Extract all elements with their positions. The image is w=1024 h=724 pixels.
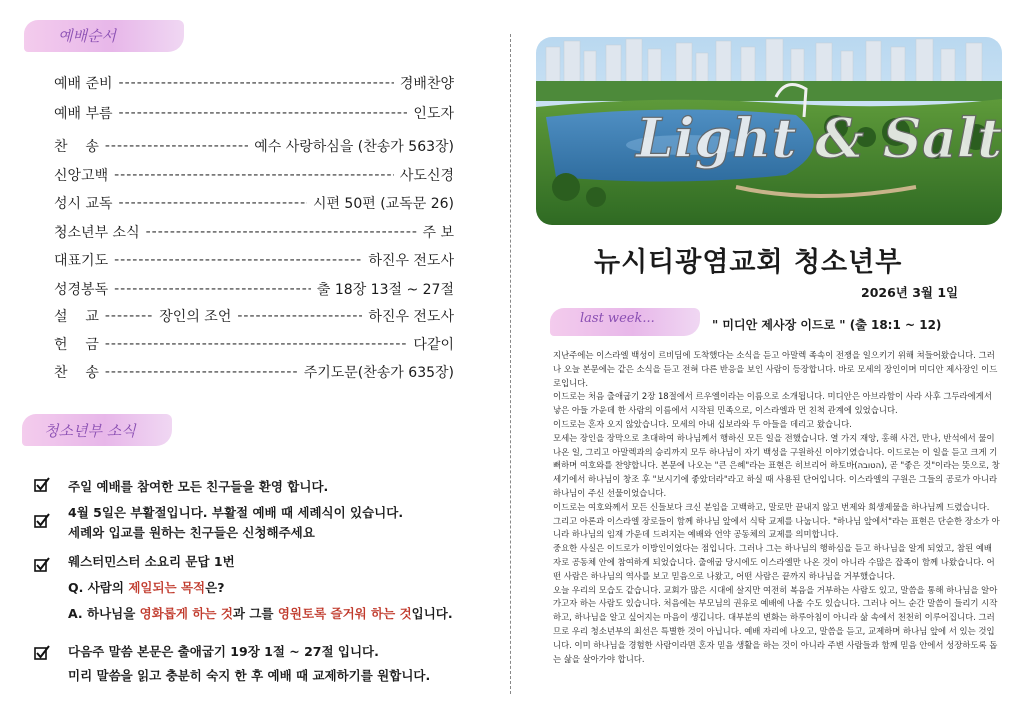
catechism-title: 웨스터민스터 소요리 문답 1번 [68,554,235,569]
a-highlight-2: 영원토록 즐거워 하는 것 [277,606,412,621]
paragraph: 지난주에는 이스라엘 백성이 르비딤에 도착했다는 소식을 듣고 아말렉 족속이 전쟁을 일으키기 위해 쳐들어왔습니다. 그러나 오늘 본문에는 같은 소식을 듣고 전혀 다른 반응을 보인 사람이 등장합니다. 바로 모세의 장인이며 미디안 제사장인 이드로입니다. [553,350,998,388]
last-week-heading: " 미디안 제사장 이드로 " (출 18:1 ~ 12) [712,318,942,332]
order-label: 예배 준비 [54,76,113,92]
news-line: 세례와 입교를 원하는 친구들은 신청해주세요 [68,525,315,540]
page-divider [510,34,511,694]
order-value: 주기도문(찬송가 635장) [303,365,454,381]
leader-dots [114,281,311,297]
checkbox-icon [34,513,50,529]
leader-dots [105,138,248,154]
q-highlight: 제일되는 목적 [128,580,206,595]
logo-text: Light & Salt [636,106,1002,170]
worship-order-row [54,248,454,272]
a-suffix: 입니다. [411,606,453,621]
paragraph: 이드로는 혼자 오지 않았습니다. 모세의 아내 십보라와 두 아들을 데리고 왔습니다. [553,418,852,429]
q-suffix: 은? [205,580,225,595]
order-value: 다같이 [413,337,454,353]
paragraph: 이드로는 처음 출애굽기 2장 18절에서 르우엘이라는 이름으로 소개됩니다. 미디안은 아브라함이 사라 사후 그두라에게서 낳은 아들 가운데 한 사람의 이름에서 시작된 민족으로, 이스라엘과 먼 친척 관계에 있었습니다. [553,391,992,416]
news-line: 4월 5일은 부활절입니다. 부활절 예배 때 세례식이 있습니다. [68,505,404,520]
leader-dots [114,252,362,268]
sermon-summary [553,349,1000,666]
paragraph: 중요한 사실은 이드로가 이방인이었다는 점입니다. 그러나 그는 하나님의 행하심을 듣고 하나님을 알게 되었고, 참된 예배자로 공동체 안에 참여하게 되었습니다. 출애굽 당시에도 이스라엘만 나온 것이 아니라 수많은 잡족이 함께 나왔습니다. 어떤 사람은 하나님의 역사를 보고 믿음으로 나왔고, 어떤 사람은 끝까지 하나님을 거부했습니다. [553,543,995,581]
news-item-3 [34,549,453,627]
news-line: 다음주 말씀 본문은 출애굽기 19장 1절 ~ 27절 입니다. [68,644,379,659]
church-name: 뉴시티광염교회 청소년부 [594,247,903,278]
worship-order-row [54,277,454,301]
order-value: 사도신경 [399,168,454,184]
order-label: 예배 부름 [54,106,113,122]
catechism-question [68,575,453,601]
worship-order-row [54,220,454,244]
news-item-1 [34,477,328,495]
order-label: 대표기도 [54,253,109,269]
order-value: 하진우 전도사 [368,309,454,325]
worship-order-row [54,163,454,187]
a-mid: 과 그를 [232,606,278,621]
order-value: 경배찬양 [399,76,454,92]
news-item-2 [34,503,403,543]
catechism-answer [68,601,453,627]
park-photo-illustration [536,37,1002,225]
leader-dots [114,167,394,183]
leader-dots [105,336,408,352]
news-title: 청소년부 소식 [44,422,136,440]
q-prefix: Q. 사람의 [68,580,129,595]
worship-order-row [54,71,454,95]
worship-order-row [54,360,454,384]
order-label: 헌 금 [54,337,99,353]
leader-dots [119,75,394,91]
checkbox-icon [34,645,50,661]
checkbox-icon [34,477,50,493]
worship-order-row [54,332,454,356]
order-label: 성시 교독 [54,196,113,212]
order-value: 시편 50편 (교독문 26) [312,196,454,212]
news-line: 미리 말씀을 읽고 충분히 숙지 한 후 예배 때 교제하기를 원합니다. [68,668,431,683]
order-label: 성경봉독 [54,282,109,298]
leader-dots [105,364,298,380]
order-label: 신앙고백 [54,168,109,184]
order-value: 출 18장 13절 ~ 27절 [316,282,454,298]
order-value: 하진우 전도사 [368,253,454,269]
paragraph: 오늘 우리의 모습도 같습니다. 교회가 많은 시대에 살지만 여전히 복음을 거부하는 사람도 있고, 말씀을 통해 하나님을 알아가고자 하는 사람도 있습니다. 처음에는 부모님의 권유로 예배에 나올 수도 있습니다. 그러나 어느 순간 말씀이 들리기 시작하고, 하나님을 알고 싶어지는 마음이 생깁니다. 대부분의 변화는 하루아침이 아니라 삶 속에서 천천히 이루어집니다. 그러므로 우리 청소년부의 최선은 특별한 것이 아닙니다. 예배 자리에 나오고, 말씀을 듣고, 교제하며 하나님 앞에 서 있는 것입니다. 이미 하나님을 경험한 사람이라면 혼자 믿음 생활을 하는 것이 아니라 주변 사람들과 함께 믿음 안에서 성장하도록 돕는 삶을 살아가야 합니다. [553,584,998,664]
paragraph: 모세는 장인을 장막으로 초대하여 하나님께서 행하신 모든 일을 전했습니다. 열 가지 재앙, 홍해 사건, 만나, 반석에서 물이 나온 일, 그리고 아말렉과의 승리까지 모두 하나님이 자기 백성을 구원하신 이야기였습니다. 이드로는 이 일을 듣고 크게 기뻐하며 여호와를 찬양합니다. 본문에 나오는 "큰 은혜"라는 표현은 히브리어 하토바(הטובה), 곧 "좋은 것"이라는 뜻으로, 창세기에서 하나님이 창조 후 "보시기에 좋았더라"라고 하실 때 사용된 단어입니다. 이스라엘의 구원은 그들의 공로가 아니라 하나님이 주신 선물이었습니다. [553,432,1000,498]
last-week-tag: last week... [580,311,655,326]
order-label: 설 교 [54,309,99,325]
worship-order-title: 예배순서 [58,27,116,45]
order-value: 주 보 [422,225,454,241]
a-prefix: A. 하나님을 [68,606,140,621]
news-item-4 [34,640,430,688]
leader-dots [146,224,417,240]
worship-order-row [54,191,454,215]
sermon-title: 장인의 조언 [159,309,232,325]
leader-dots [119,195,307,211]
a-highlight-1: 영화롭게 하는 것 [139,606,233,621]
leader-dots [119,105,408,121]
leader-dots: -------- [104,308,154,324]
order-value: 인도자 [413,106,454,122]
order-label: 청소년부 소식 [54,225,140,241]
paragraph: 이드로는 여호와께서 모든 신들보다 크신 분임을 고백하고, 말로만 끝내지 않고 번제와 희생제물을 하나님께 드렸습니다. 그리고 아론과 이스라엘 장로들이 함께 하나님 앞에서 식탁 교제를 나눕니다. "하나님 앞에서"라는 표현은 단순한 장소가 아니라 하나님의 임재 가운데 드려지는 예배와 언약 공동체의 교제를 의미합니다. [553,501,1000,540]
worship-order-row [54,304,454,328]
worship-order-row [54,134,454,158]
cover-photo [536,37,1002,225]
checkbox-icon [34,557,50,573]
order-value: 예수 사랑하심을 (찬송가 563장) [254,139,454,155]
order-label: 찬 송 [54,139,99,155]
order-label: 찬 송 [54,365,99,381]
leader-dots [237,308,362,324]
bulletin-date: 2026년 3월 1일 [861,285,959,300]
worship-order-row [54,101,454,125]
news-line: 주일 예배를 참여한 모든 친구들을 환영 합니다. [68,479,329,494]
